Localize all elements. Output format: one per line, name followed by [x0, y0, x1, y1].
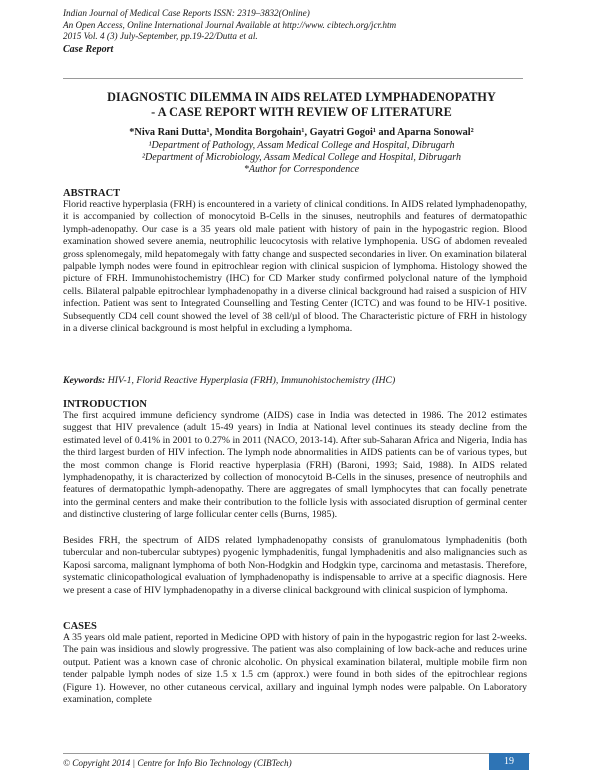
footer-divider [63, 753, 530, 754]
author-list: *Niva Rani Dutta¹, Mondita Borgohain¹, Gayatri Gogoi¹ and Aparna Sonowal² [129, 127, 474, 138]
keywords-label: Keywords: [63, 375, 106, 386]
affiliation-1: ¹Department of Pathology, Assam Medical College and Hospital, Dibrugarh [148, 140, 455, 151]
journal-access: An Open Access, Online International Journal Available at http://www. cibtech.org/jcr.htm [63, 19, 397, 30]
header-divider [63, 78, 523, 79]
title-line-1: DIAGNOSTIC DILEMMA IN AIDS RELATED LYMPHADENOPATHY [107, 90, 496, 104]
introduction-paragraph-2: Besides FRH, the spectrum of AIDS related lymphadenopathy consists of granulomatous lymphadenitis (both tubercular and non-tubercular subtypes) pyogenic lymphadenitis, fungal lymphadenitis and also malignancies such as Kaposi sarcoma, malignant lymphoma of both Non-Hodgkin and Hodgkin type, carcinoma and metastasis. Therefore, systematic clinicopathological evaluation of lymphadenopathy is indispensable to arrive at a specific diagnosis. Here we present a case of HIV lymphadenopathy in a diverse clinical background with clinical suspicion of lymphoma. [63, 535, 527, 596]
correspondence-note: *Author for Correspondence [243, 164, 360, 175]
journal-header [63, 8, 543, 55]
abstract-text: Florid reactive hyperplasia (FRH) is encountered in a variety of clinical conditions. In AIDS related lymphadenopathy, it is accompanied by collection of monocytoid B-Cells in the sinuses, neutrophils and features of dermatopathic lymph-adenopathy. Our case is a 35 years old male patient with history of pain in the hypogastric region. Blood examination showed severe anemia, neutrophilic leucocytosis with relative lymphopenia. USG of abdomen revealed gross splenomegaly, mild hepatomegaly with fatty change and suspected secondaries in liver. On examination bilateral palpable lymph nodes were found in epitrochlear region with clinical suspicion of lymphoma. Histology showed the picture of FRH. Immunohistochemistry (IHC) for CD Marker study confirmed polyclonal nature of the lymphoid cells. Bilateral palpable epitrochlear lymphadenopathy in a diverse clinical background had raised a suspicion of HIV infection. Patient was sent to Integrated Counselling and Testing Center (ICTC) and was found to be HIV-1 positive. Subsequently CD4 cell count showed the level of 38 cell/µl of blood. The Characteristic picture of FRH in histology in a diverse clinical background is most helpful in excluding a lymphoma. [63, 199, 527, 335]
abstract-heading: ABSTRACT [63, 188, 121, 199]
introduction-paragraph-1: The first acquired immune deficiency syndrome (AIDS) case in India was detected in 1986. The 2012 estimates suggest that HIV prevalence (adult 15-49 years) in India at National level continues its steady decline from the estimated level of 0.41% in 2001 to 0.27% in 2011 (NACO, 2013-14). After sub-Saharan Africa and Nigeria, India has the third largest burden of HIV infection. The lymph node abnormalities in AIDS patients can be of various types, but the most common change is Florid reactive hyperplasia (FRH) (Baroni, 1993; Said, 1988). In AIDS related lymphadenopathy, it is characterized by collection of monocytoid B-Cells in the sinuses, presence of neutrophils and features of dermatopathic lymph-adenopathy. There are aggregates of small lymphocytes that can focally penetrate into the germinal centers and make their contribution to the follicle lysis with associated disruption of germinal center and distinctive clustering of large follicular center cells (Burns, 1985). [63, 410, 527, 521]
keywords [63, 375, 533, 387]
introduction-heading: INTRODUCTION [63, 399, 148, 410]
cases-heading: CASES [63, 621, 97, 632]
cases-text: A 35 years old male patient, reported in Medicine OPD with history of pain in the hypogastric region for last 2-weeks. The pain was insidious and slowly progressive. The patient was also complaining of low back-ache and reduces urine output. Patient was a known case of chronic alcoholic. On physical examination bilateral, multiple mobile firm non tender palpable lymph nodes of size 1.5 x 1.5 cm (approx.) were found in both sides of the epitrochlear regions (Figure 1). However, no other cutaneous cervical, axillary and inguinal lymph nodes were palpable. On Laboratory examination, complete [63, 632, 527, 706]
title-line-2: - A CASE REPORT WITH REVIEW OF LITERATURE [151, 105, 452, 119]
journal-volume: 2015 Vol. 4 (3) July-September, pp.19-22/Dutta et al. [63, 31, 258, 42]
affiliation-2: ²Department of Microbiology, Assam Medical College and Hospital, Dibrugarh [142, 152, 461, 163]
journal-name: Indian Journal of Medical Case Reports ISSN: 2319–3832(Online) [63, 8, 310, 18]
article-type: Case Report [63, 43, 114, 55]
keywords-text: HIV-1, Florid Reactive Hyperplasia (FRH), Immunohistochemistry (IHC) [105, 375, 396, 386]
copyright-footer: © Copyright 2014 | Centre for Info Bio Technology (CIBTech) [63, 758, 292, 768]
paper-title [63, 90, 540, 120]
page-number: 19 [489, 753, 529, 770]
